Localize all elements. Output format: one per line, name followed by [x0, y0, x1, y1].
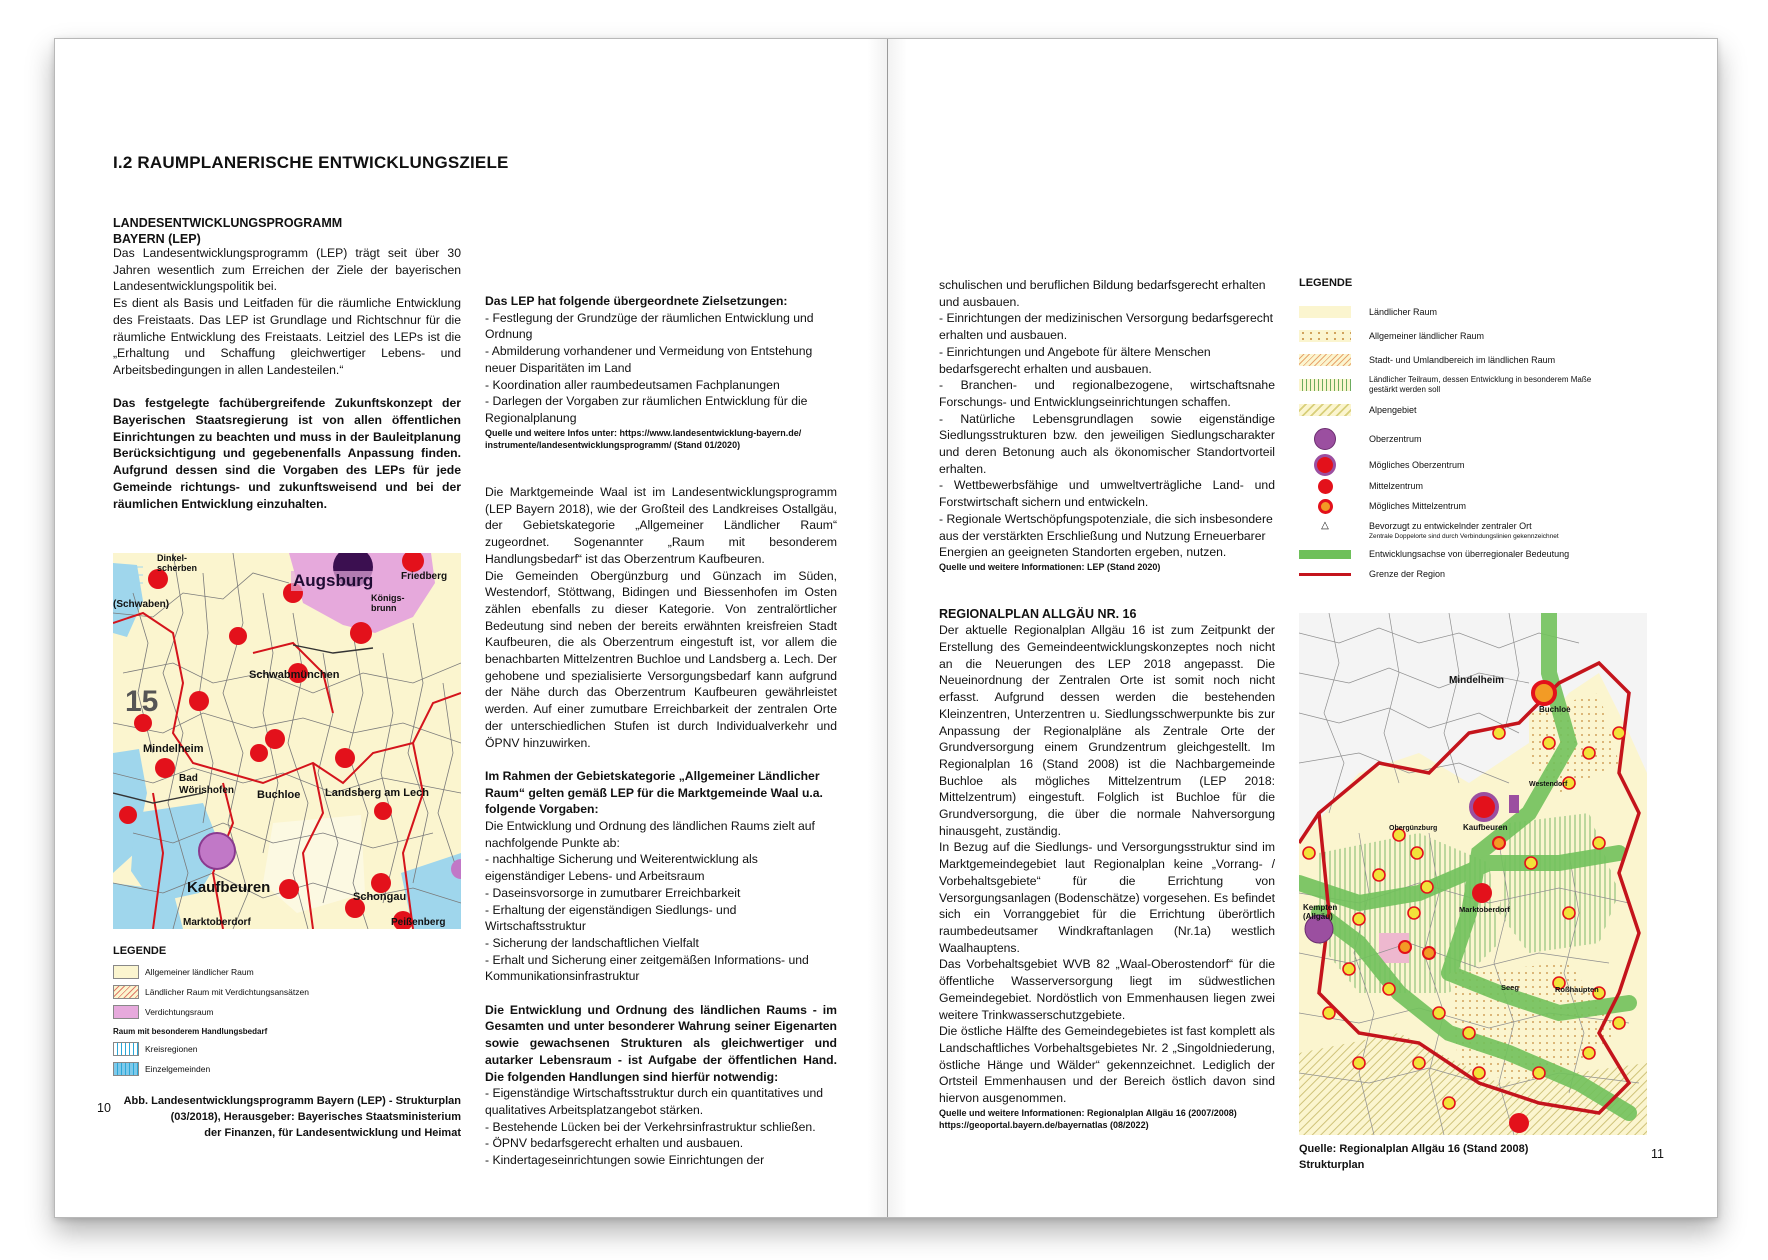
swatch-einzelgemeinden	[113, 1062, 139, 1076]
regionalplan-legend	[1299, 277, 1659, 607]
page-title: I.2 RAUMPLANERISCHE ENTWICKLUNGSZIELE	[113, 153, 509, 172]
rlegend-grenze: Grenze der Region	[1299, 567, 1629, 581]
lep-goals-heading: Das LEP hat folgende übergeordnete Zielsetzungen:	[485, 294, 788, 308]
map-label-friedberg: Friedberg	[401, 571, 448, 582]
rmap-label-seeg: Seeg	[1501, 983, 1519, 992]
left-column-2	[485, 293, 837, 1169]
lep-paragraph-1: Das Landesentwicklungsprogramm (LEP) trägt seit über 30 Jahren wesentlich zum Erreichen der Ziele der bayerischen Landesentwicklungspolitik bei.	[113, 246, 461, 294]
task-item-1: - Eigenständige Wirtschaftsstruktur durch ein quantitatives und qualitatives Arbeitsplatzangebot stärken.	[485, 1086, 824, 1117]
rlegend-stadt-umland: Stadt- und Umlandbereich im ländlichen Raum	[1299, 353, 1629, 367]
lep-legend-item-rural: Allgemeiner ländlicher Raum	[113, 965, 254, 979]
regionalplan-paragraph-3: Das Vorbehaltsgebiet WVB 82 „Waal-Oberostendorf“ für die öffentliche Wasserversorgung liegt im südwestlichen Gemeindegebiet. Nordöstlich von Emmenhausen liegen zwei weitere Trinkwasserschutzgebiete.	[939, 957, 1275, 1022]
map-label-dinkelscherben: Dinkel-scherben	[157, 553, 198, 573]
category-item-5: - Erhalt und Sicherung einer zeitgemäßen Informations- und Kommunikationsinfrastruktur	[485, 952, 809, 984]
lep-caption-line-1: Abb. Landesentwicklungsprogramm Bayern (LEP) - Strukturplan	[123, 1095, 461, 1107]
lep-legend-item-conurbation: Verdichtungsraum	[113, 1005, 214, 1019]
task-item-4: - Kindertageseinrichtungen sowie Einrichtungen der	[485, 1153, 765, 1168]
lep-legend-title: LEGENDE	[113, 945, 167, 957]
gemeinden-paragraph: Die Gemeinden Obergünzburg und Günzach im Süden, Westendorf, Stöttwang, Bidingen und Biessenhofen im Osten zählen ebenfalls zu dieser Kategorie. Von zentralörtlicher Bedeutung sind neben der bereits erwähnten kreisfreien Stadt Kaufbeuren, die als Oberzentrum eingestuft ist, vor allem die benachbarten Mittelzentren Buchloe und Landsberg a. Lech. Der gehobene und spezialisierte Versorgungsbedarf kann aufgrund der Nähe durch das Oberzentrum Kaufbeuren gewährleistet werden. Auf einer zumutbare Erreichbarkeit der zentralen Orte der unterschiedlichen Stufen ist durch Individualverkehr und ÖPNV hinzuwirken.	[485, 568, 837, 750]
regionalplan-paragraph-1: Der aktuelle Regionalplan Allgäu 16 ist zum Zeitpunkt der Erstellung des Gemeindeentwicklungskonzeptes noch nicht an die Neuerungen des LEP 2018 angepasst. Die Neueinordnung der Zentralen Orte ist somit noch nicht erfasst. Aufgrund dessen werden die bestehenden Kleinzentren, Unterzentren u. Siedlungsschwerpunkte bis zur Anpassung der Regionalpläne als Zentrale Orte der Grundversorgung einem Grundzentrum gleichgestellt. Im Regionalplan 16 (Stand 2008) ist die Nachbargemeinde Buchloe als mögliches Mittelzentrum (LEP 2018: Mittelzentrum) eingestuft. Folglich ist Buchloe für die Grundversorgung, die über die normale Nahversorgung hinausgeht, zuständig.	[939, 623, 1275, 838]
rmap-label-westendorf: Westendorf	[1529, 781, 1568, 788]
map-label-schwabmuenchen: Schwabmünchen	[249, 669, 340, 681]
regionalplan-legend-title: LEGENDE	[1299, 277, 1353, 289]
rmap-label-obergunzburg: Obergünzburg	[1389, 825, 1438, 832]
cont-item-7: - Regionale Wertschöpfungspotenziale, die sich insbesondere aus der verstärkten Erschließung und Nutzung Erneuerbarer Energien an geeigneten Standorten ergeben, nutzen.	[939, 511, 1273, 560]
rmap-label-buchloe: Buchloe	[1539, 705, 1571, 714]
lep-goal-3: - Koordination aller raumbedeutsamen Fachplanungen	[485, 377, 780, 392]
lep-goal-4: - Darlegen der Vorgaben zur räumlichen Entwicklung für die Regionalplanung	[485, 394, 808, 425]
lep-source-2: Quelle und weitere Informationen: LEP (Stand 2020)	[939, 561, 1161, 572]
lep-legend-item-kreisregionen: Kreisregionen	[113, 1042, 197, 1056]
map-label-kaufbeuren: Kaufbeuren	[187, 879, 271, 896]
rmap-label-rosshaupten: Roßhaupten	[1555, 985, 1599, 994]
lep-paragraph-3: Das festgelegte fachübergreifende Zukunftskonzept der Bayerischen Staatsregierung ist von allen öffentlichen Einrichtungen zu beachten und muss in der Bauleitplanung Berücksichtigung und gegebenenfalls Anpassung finden. Aufgrund dessen sind die Vorgaben des LEPs für jede Gemeinde richtungs- und zukunftsweisend und bei der räumlichen Entwicklung einzuhalten.	[113, 396, 461, 511]
map-label-peissenberg: Peißenberg	[391, 917, 446, 928]
cont-item-5: - Natürliche Lebensgrundlagen sowie eigenständige Siedlungsstrukturen bzw. den jeweiligen Siedlungscharakter und deren Betonung auch als ökonomischer Standortvorteil erhalten.	[939, 411, 1275, 476]
regionalplan-paragraph-4: Die östliche Hälfte des Gemeindegebietes ist fast komplett als Landschaftliches Vorbehaltsgebietes Nr. 2 „Singoldniederung, östliche Hänge und Wälder“ gekennzeichnet. Lediglich der Ortsteil Emmenhausen und der Bereich östlich davon sind hiervon ausgenommen.	[939, 1024, 1275, 1106]
lep-structure-map	[113, 553, 461, 929]
rlegend-entwicklungsachse: Entwicklungsachse von überregionaler Bedeutung	[1299, 547, 1629, 561]
lep-heading	[113, 215, 342, 247]
task-item-3: - ÖPNV bedarfsgerecht erhalten und ausbauen.	[485, 1136, 744, 1151]
map-label-bad-woerishofen: Bad Wörishofen	[179, 773, 234, 796]
rlegend-teilraum: Ländlicher Teilraum, dessen Entwicklung in besonderem Maße gestärkt werden soll	[1299, 375, 1629, 395]
swatch-rural	[113, 965, 139, 979]
task-heading: Die Entwicklung und Ordnung des ländlichen Raums - im Gesamten und unter besonderer Wahrung seiner Eigenarten sowie gewachsenen Strukturen als gleichwertiger und autarker Lebensraum - ist Aufgabe der öffentlichen Hand. Die folgenden Handlungen sind hierfür notwendig:	[485, 1002, 837, 1084]
waal-paragraph: Die Marktgemeinde Waal ist im Landesentwicklungsprogramm (LEP Bayern 2018), wie der Großteil des Landkreises Ostallgäu, der Gebietskategorie „Allgemeiner Ländlicher Raum“ zugeordnet. Sogenannter „Raum mit besonderem Handlungsbedarf“ ist das Oberzentrum Kaufbeuren.	[485, 485, 837, 566]
rlegend-laendlicher-raum: Ländlicher Raum	[1299, 305, 1629, 319]
lep-legend-item-einzelgemeinden: Einzelgemeinden	[113, 1062, 210, 1076]
rlegend-moegliches-mittelzentrum: Mögliches Mittelzentrum	[1299, 499, 1629, 513]
regionalplan-caption-line-1: Quelle: Regionalplan Allgäu 16 (Stand 2008)	[1299, 1143, 1529, 1155]
lep-paragraph-2: Es dient als Basis und Leitfaden für die räumliche Entwicklung des Freistaats. Das LEP ist Grundlage und Richtschnur für die räumliche Entwicklung des Freistaats. Leitziel des LEPs ist die „Erhaltung und Schaffung gleichwertiger Lebens- und Arbeitsbedingungen in allen Landesteilen.“	[113, 296, 461, 377]
lep-legend-item-rural-dense: Ländlicher Raum mit Verdichtungsansätzen	[113, 985, 309, 999]
category-intro: Die Entwicklung und Ordnung des ländlichen Raums zielt auf nachfolgende Punkte ab:	[485, 819, 815, 850]
lep-legend-subtitle: Raum mit besonderem Handlungsbedarf	[113, 1027, 268, 1036]
map-label-landsberg: Landsberg am Lech	[325, 787, 429, 799]
swatch-rural-dense	[113, 985, 139, 999]
map-label-mindelheim: Mindelheim	[143, 743, 204, 755]
map-label-buchloe: Buchloe	[257, 789, 301, 801]
left-column-1	[113, 245, 461, 512]
category-item-1: - nachhaltige Sicherung und Weiterentwicklung als eigenständiger Lebens- und Arbeitsraum	[485, 852, 758, 884]
rlegend-oberzentrum: Oberzentrum	[1299, 427, 1629, 451]
category-item-2: - Daseinsvorsorge in zumutbarer Erreichbarkeit	[485, 885, 741, 900]
page-number-right: 11	[1651, 1147, 1664, 1161]
rlegend-alpengebiet: Alpengebiet	[1299, 403, 1629, 417]
document-spread	[54, 38, 1718, 1218]
lep-heading-line2: BAYERN (LEP)	[113, 232, 201, 246]
lep-map-caption	[113, 1093, 461, 1141]
page-fold	[887, 39, 888, 1217]
map-label-augsburg: Augsburg	[293, 571, 374, 590]
cont-item-3: - Einrichtungen und Angebote für ältere Menschen bedarfsgerecht erhalten und ausbauen.	[939, 344, 1211, 376]
rlegend-moegliches-oberzentrum: Mögliches Oberzentrum	[1299, 453, 1629, 477]
rmap-label-kaufbeuren: Kaufbeuren	[1463, 823, 1508, 832]
map-label-schwaben: (Schwaben)	[113, 599, 170, 610]
category-item-4: - Sicherung der landschaftlichen Vielfalt	[485, 935, 699, 950]
map-label-schongau: Schongau	[353, 891, 407, 903]
map-region-number: 15	[125, 685, 159, 718]
regionalplan-caption-line-2: Strukturplan	[1299, 1159, 1365, 1171]
lep-caption-line-2: (03/2018), Herausgeber: Bayerisches Staatsministerium	[170, 1111, 461, 1123]
map-label-koenigsbrunn: Königs-brunn	[371, 593, 405, 613]
swatch-conurbation	[113, 1005, 139, 1019]
regionalplan-heading: REGIONALPLAN ALLGÄU NR. 16	[939, 607, 1137, 622]
lep-caption-line-3: der Finanzen, für Landesentwicklung und Heimat	[204, 1127, 461, 1139]
category-item-3: - Erhaltung der eigenständigen Siedlungs- und Wirtschaftsstruktur	[485, 902, 737, 934]
category-heading: Im Rahmen der Gebietskategorie „Allgemeiner Ländlicher Raum“ gelten gemäß LEP für die Marktgemeinde Waal u.a. folgende Vorgaben:	[485, 768, 823, 817]
rlegend-mittelzentrum: Mittelzentrum	[1299, 479, 1629, 493]
cont-item-6: - Wettbewerbsfähige und umweltverträgliche Land- und Forstwirtschaft sichern und entwickeln.	[939, 478, 1275, 510]
regionalplan-source: Quelle und weitere Informationen: Regionalplan Allgäu 16 (2007/2008) https://geoportal.bayern.de/bayernatlas (08/2022)	[939, 1107, 1237, 1130]
rlegend-zentraler-ort: △ Bevorzugt zu entwickelnder zentraler Ort	[1321, 520, 1532, 531]
cont-item-2: - Einrichtungen der medizinischen Versorgung bedarfsgerecht erhalten und ausbauen.	[939, 311, 1273, 343]
cont-item-4: - Branchen- und regionalbezogene, wirtschaftsnahe Forschungs- und Entwicklungseinrichtungen schaffen.	[939, 378, 1275, 409]
swatch-kreisregionen	[113, 1042, 139, 1056]
rlegend-doppelorte-note: Zentrale Doppelorte sind durch Verbindungslinien gekennzeichnet	[1369, 533, 1559, 540]
rlegend-allgemeiner-laendlicher-raum: Allgemeiner ländlicher Raum	[1299, 329, 1629, 343]
rmap-label-kempten: Kempten (Allgäu)	[1303, 903, 1338, 921]
page-number-left: 10	[97, 1101, 111, 1115]
regionalplan-paragraph-2: In Bezug auf die Siedlungs- und Versorgungsstruktur sind im Marktgemeindegebiet laut Regionalplan keine „Vorrang- / Vorbehaltsgebiete“ für die Errichtung von Versorgungsanlagen (Bodenschätze) vorgesehen. Es befindet sich ein Vorranggebiet für die Errichtung überörtlich raumbedeutsamer Windkraftanlagen (Nr.1a) westlich Waalhauptens.	[939, 840, 1275, 955]
right-column-1	[939, 277, 1275, 1131]
lep-source-note: Quelle und weitere Infos unter: https://www.landesentwicklung-bayern.de/ instrumente/landesentwicklungsprogramm/ (Stand 01/2020)	[485, 427, 802, 450]
rmap-label-mindelheim: Mindelheim	[1449, 675, 1505, 686]
lep-goal-2: - Abmilderung vorhandener und Vermeidung von Entstehung neuer Disparitäten im Land	[485, 344, 813, 375]
lep-heading-line1: LANDESENTWICKLUNGSPROGRAMM	[113, 216, 343, 230]
rmap-label-marktoberdorf: Marktoberdorf	[1459, 905, 1510, 914]
lep-goal-1: - Festlegung der Grundzüge der räumlichen Entwicklung und Ordnung	[485, 310, 814, 342]
cont-item-1: schulischen und beruflichen Bildung bedarfsgerecht erhalten und ausbauen.	[939, 278, 1266, 309]
regionalplan-map-caption	[1299, 1141, 1647, 1173]
regionalplan-map	[1299, 613, 1647, 1135]
map-label-marktoberdorf: Marktoberdorf	[183, 917, 251, 928]
task-item-2: - Bestehende Lücken bei der Verkehrsinfrastruktur schließen.	[485, 1119, 816, 1134]
